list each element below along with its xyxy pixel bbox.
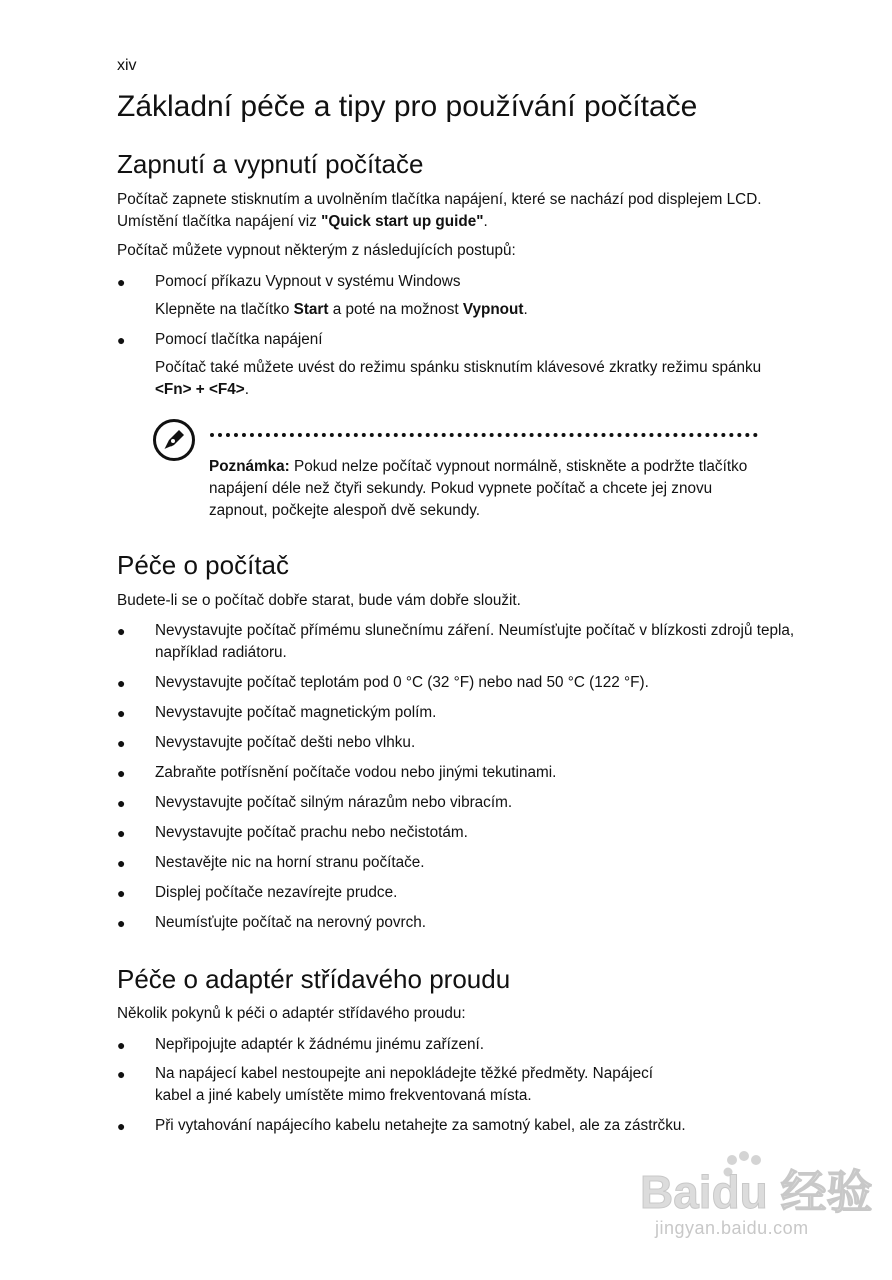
bullet-icon: ● — [117, 765, 126, 781]
list-item-detail: Klepněte na tlačítko Start a poté na možnost Vypnout. — [155, 301, 528, 318]
power-on-paragraph: Počítač zapnete stisknutím a uvolněním tlačítka napájení, které se nachází pod displejem LCD. Umístění tlačítka napájení viz "Quick start up guide". — [117, 191, 762, 230]
bullet-icon: ● — [117, 885, 126, 901]
computer-care-intro: Budete-li se o počítač dobře starat, bude vám dobře sloužit. — [117, 592, 521, 609]
bullet-icon: ● — [117, 675, 126, 691]
quick-start-guide-ref: "Quick start up guide" — [321, 213, 484, 230]
bullet-icon: ● — [117, 915, 126, 931]
page-number: xiv — [117, 57, 137, 74]
bullet-icon: ● — [117, 825, 126, 841]
bullet-icon: ● — [117, 1118, 126, 1134]
section-heading-computer-care: Péče o počítač — [117, 550, 289, 580]
baidu-watermark-logo — [640, 1150, 873, 1218]
manual-page: xiv Základní péče a tipy pro používání počítače Zapnutí a vypnutí počítače Počítač zapnete stisknutím a uvolněním tlačítka napájení, které se nachází pod displejem LCD. Umístění tlačítka napájení viz "Quick start up guide". Počítač můžete vypnout některým z následujících postupů: ● Pomocí příkazu Vypnout v systému Windows Klepněte na tlačítko Start a poté na možnost Vypnout. ● Pomocí tlačítka napájení Počítač také můžete uvést do režimu spánku stisknutím klávesové zkratky režimu spánku <Fn> + <F4>. Poznámka: Pokud nelze počítač vypnout normálně, stiskněte a podržte tlačítko napájení déle než čtyři sekundy. Pokud vypnete počítač a chcete jej znovu zapnout, počkejte alespoň dvě sekundy. Péče o počítač Budete-li se o počítač dobře starat, bude vám dobře sloužit. ● Nevystavujte počítač přímému slunečnímu záření. Neumísťujte počítač v blízkosti zdrojů tepla, například radiátoru. ● Nevystavujte počítač teplotám pod 0 °C (32 °F) nebo nad 50 °C (122 °F). ● Nevystavujte počítač magnetickým polím. ● Nevystavujte počítač dešti nebo vlhku. ● Zabraňte potřísnění počítače vodou nebo jinými tekutinami. ● Nevystavujte počítač silným nárazům nebo vibracím. ● Nevystavujte počítač prachu nebo nečistotám. ● Nestavějte nic na horní stranu počítače. ● Displej počítače nezavírejte prudce. ● Neumísťujte počítač na nerovný povrch. Péče o adaptér střídavého proudu Několik pokynů k péči o adaptér střídavého proudu: ● Nepřipojujte adaptér k žádnému jinému zařízení. ● Na napájecí kabel nestoupejte ani nepokládejte těžké předměty. Napájecí kabel a jiné kabely umístěte mimo frekventovaná místa. ● Při vytahování napájecího kabelu netahejte za samotný kabel, ale za zástrčku. Baidu 经验 jingyan.baidu.com — [117, 57, 873, 1238]
adapter-care-intro: Několik pokynů k péči o adaptér střídavého proudu: — [117, 1005, 466, 1022]
note-divider — [210, 433, 758, 437]
section-heading-power: Zapnutí a vypnutí počítače — [117, 149, 424, 179]
bullet-icon: ● — [117, 1037, 126, 1053]
bullet-icon: ● — [117, 855, 126, 871]
list-item-detail: Počítač také můžete uvést do režimu spánku stisknutím klávesové zkratky režimu spánku <Fn> + <F4>. — [155, 359, 762, 398]
bullet-icon: ● — [117, 332, 126, 348]
section-heading-adapter-care: Péče o adaptér střídavého proudu — [117, 964, 511, 994]
power-off-intro: Počítač můžete vypnout některým z následujících postupů: — [117, 242, 516, 259]
bullet-icon: ● — [117, 795, 126, 811]
note-text: Poznámka: Pokud nelze počítač vypnout normálně, stiskněte a podržte tlačítko napájení déle než čtyři sekundy. Pokud vypnete počítač a chcete jej znovu zapnout, počkejte alespoň dvě sekundy. — [209, 458, 748, 519]
note-label: Poznámka: — [209, 458, 290, 475]
bullet-icon: ● — [117, 735, 126, 751]
watermark-url: jingyan.baidu.com — [655, 1218, 809, 1238]
note-pen-icon — [152, 418, 196, 462]
page-title: Základní péče a tipy pro používání počítače — [117, 90, 698, 123]
bullet-icon: ● — [117, 1066, 126, 1082]
bullet-icon: ● — [117, 274, 126, 290]
bullet-icon: ● — [117, 705, 126, 721]
bullet-icon: ● — [117, 623, 126, 639]
watermark-text: Baidu 经验 — [640, 1166, 873, 1218]
